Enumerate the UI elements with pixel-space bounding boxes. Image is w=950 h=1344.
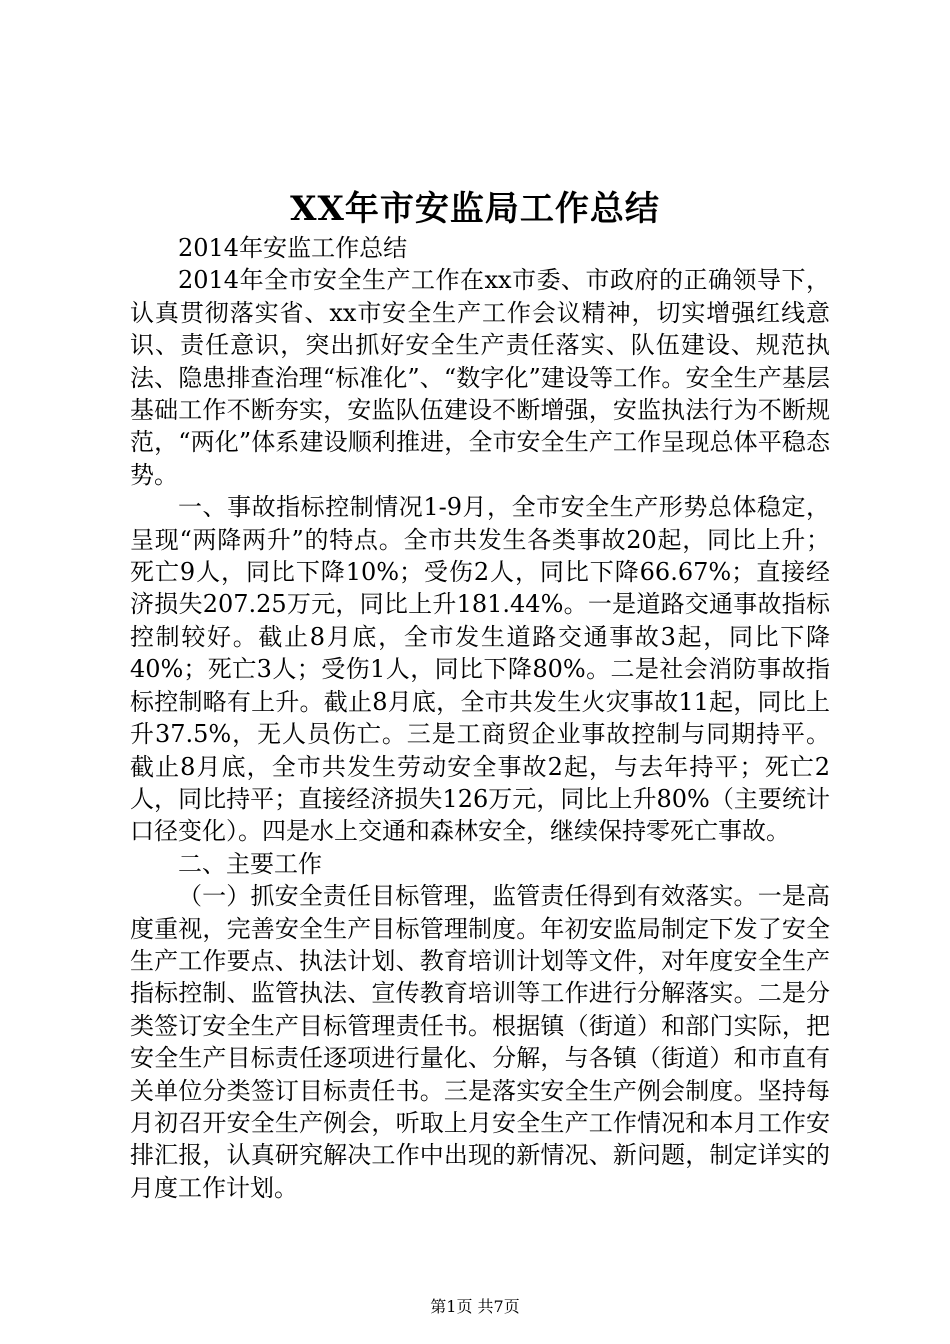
document-body xyxy=(130,232,830,1204)
page-footer: 第1页 共7页 xyxy=(430,1297,520,1316)
main-work-heading: 二、主要工作 xyxy=(178,849,322,878)
responsibility-paragraph: （一）抓安全责任目标管理，监管责任得到有效落实。一是高度重视，完善安全生产目标管理制度。年初安监局制定下发了安全生产工作要点、执法计划、教育培训计划等文件，对年度安全生产指标控制、监管执法、宣传教育培训等工作进行分解落实。二是分类签订安全生产目标管理责任书。根据镇（街道）和部门实际，把安全生产目标责任逐项进行量化、分解，与各镇（街道）和市直有关单位分类签订目标责任书。三是落实安全生产例会制度。坚持每月初召开安全生产例会，听取上月安全生产工作情况和本月工作安排汇报，认真研究解决工作中出现的新情况、新问题，制定详实的月度工作计划。 xyxy=(130,882,830,1202)
accident-indicators-paragraph: 一、事故指标控制情况1-9月，全市安全生产形势总体稳定，呈现“两降两升”的特点。全市共发生各类事故20起，同比上升；死亡9人，同比下降10%；受伤2人，同比下降66.67%；直接经济损失207.25万元，同比上升181.44%。一是道路交通事故指标控制较好。截止8月底，全市发生道路交通事故3起，同比下降40%；死亡3人；受伤1人，同比下降80%。二是社会消防事故指标控制略有上升。截止8月底，全市共发生火灾事故11起，同比上升37.5%，无人员伤亡。三是工商贸企业事故控制与同期持平。截止8月底，全市共发生劳动安全事故2起，与去年持平；死亡2人，同比持平；直接经济损失126万元，同比上升80%（主要统计口径变化）。四是水上交通和森林安全，继续保持零死亡事故。 xyxy=(130,493,830,846)
intro-paragraph: 2014年全市安全生产工作在xx市委、市政府的正确领导下，认真贯彻落实省、xx市安全生产工作会议精神，切实增强红线意识、责任意识，突出抓好安全生产责任落实、队伍建设、规范执法、隐患排查治理“标准化”、“数字化”建设等工作。安全生产基层基础工作不断夯实，安监队伍建设不断增强，安监执法行为不断规范，“两化”体系建设顺利推进，全市安全生产工作呈现总体平稳态势。 xyxy=(130,266,830,489)
subtitle-paragraph: 2014年安监工作总结 xyxy=(178,234,408,262)
document-title: XX年市安监局工作总结 xyxy=(290,189,660,229)
